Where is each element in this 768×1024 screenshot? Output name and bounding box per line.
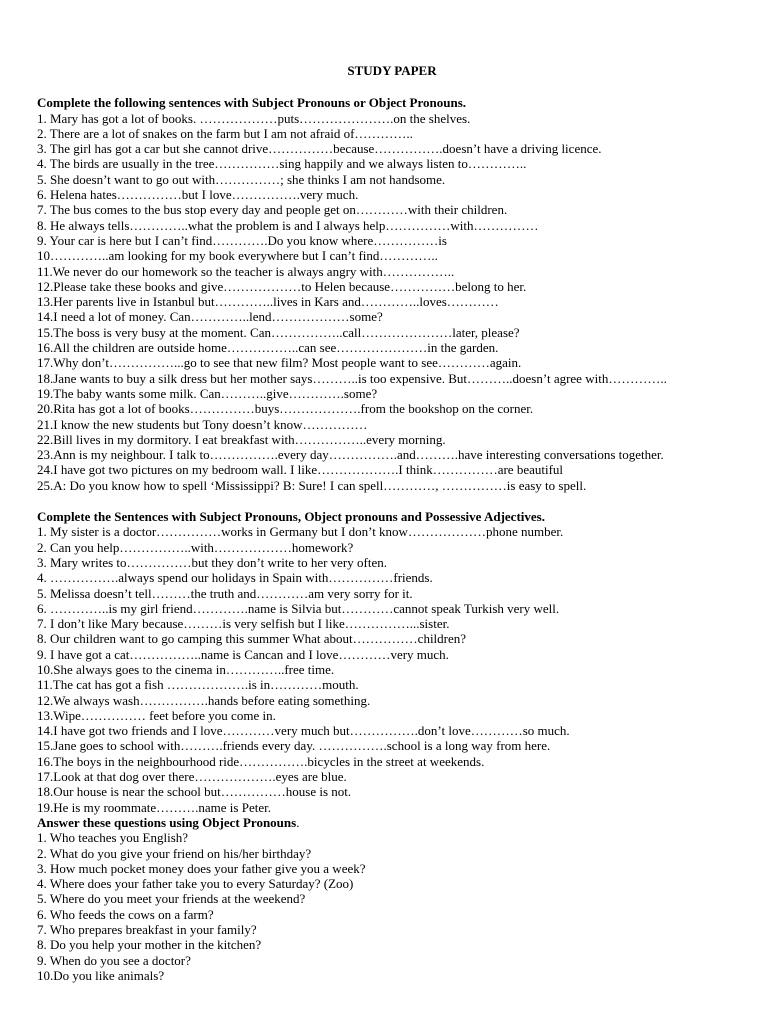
- exercise-item: 21.I know the new students but Tony doesn’t know……………: [37, 416, 368, 432]
- section-answer-questions: [37, 815, 737, 983]
- exercise-item: 9. Your car is here but I can’t find………….Do you know where……………is: [37, 232, 447, 248]
- exercise-item: 19.The baby wants some milk. Can………..give………….some?: [37, 385, 378, 401]
- exercise-item: 7. I don’t like Mary because………is very selfish but I like……………...sister.: [37, 616, 450, 632]
- exercise-item: 16.All the children are outside home……………..can see…………………in the garden.: [37, 340, 499, 356]
- question-item: 5. Where do you meet your friends at the weekend?: [37, 891, 306, 907]
- question-item: 9. When do you see a doctor?: [37, 952, 191, 968]
- exercise-item: 6. Helena hates……………but I love…………….very much.: [37, 187, 359, 203]
- section-heading-line: [37, 815, 737, 830]
- study-paper: [37, 63, 737, 983]
- section-heading: Answer these questions using Object Pronouns: [37, 814, 297, 830]
- question-item: 8. Do you help your mother in the kitchen?: [37, 937, 262, 953]
- exercise-item: 10.She always goes to the cinema in…………..free time.: [37, 661, 335, 677]
- exercise-item: 8. Our children want to go camping this summer What about……………children?: [37, 631, 467, 647]
- exercise-item: 15.The boss is very busy at the moment. Can……………..call…………………later, please?: [37, 324, 520, 340]
- exercise-item: 14.I need a lot of money. Can…………..lend………………some?: [37, 309, 383, 325]
- exercise-item: 11.We never do our homework so the teacher is always angry with……………..: [37, 263, 455, 279]
- exercise-item: 22.Bill lives in my dormitory. I eat breakfast with……………..every morning.: [37, 431, 446, 447]
- exercise-item: 4. The birds are usually in the tree……………sing happily and we always listen to…………..: [37, 156, 527, 172]
- section-pronouns-possessives: [37, 509, 737, 815]
- section-heading: Complete the following sentences with Subject Pronouns or Object Pronouns.: [37, 95, 466, 111]
- exercise-item: 17.Look at that dog over there……………….eyes are blue.: [37, 769, 347, 785]
- question-item: 3. How much pocket money does your father give you a week?: [37, 860, 366, 876]
- page-title: STUDY PAPER: [347, 63, 437, 78]
- heading-suffix: .: [296, 814, 300, 830]
- question-item: 7. Who prepares breakfast in your family?: [37, 922, 257, 938]
- exercise-item: 10…………..am looking for my book everywhere but I can’t find…………..: [37, 248, 438, 264]
- question-item: 2. What do you give your friend on his/her birthday?: [37, 845, 312, 861]
- question-item: 4. Where does your father take you to every Saturday? (Zoo): [37, 876, 354, 892]
- exercise-item: 12.We always wash…………….hands before eating something.: [37, 692, 371, 708]
- exercise-item: 18.Our house is near the school but……………house is not.: [37, 784, 352, 800]
- exercise-item: 18.Jane wants to buy a silk dress but her mother says………..is too expensive. But………..doesn’t agree with…………..: [37, 370, 667, 386]
- exercise-item: 23.Ann is my neighbour. I talk to…………….every day…………….and……….have interesting conversations together.: [37, 447, 664, 463]
- exercise-item: 3. The girl has got a car but she cannot drive……………because…………….doesn’t have a driving licence.: [37, 141, 602, 157]
- exercise-item: 6. …………..is my girl friend………….name is Silvia but…………cannot speak Turkish very well.: [37, 600, 560, 616]
- section-heading: Complete the Sentences with Subject Pronouns, Object pronouns and Possessive Adjectives.: [37, 509, 545, 525]
- exercise-list: [37, 111, 737, 493]
- exercise-item: 7. The bus comes to the bus stop every day and people get on…………with their children.: [37, 202, 508, 218]
- exercise-item: 12.Please take these books and give………………to Helen because……………belong to her.: [37, 278, 527, 294]
- exercise-item: 2. There are a lot of snakes on the farm but I am not afraid of…………..: [37, 125, 413, 141]
- exercise-item: 5. Melissa doesn’t tell………the truth and…………am very sorry for it.: [37, 585, 413, 601]
- question-item: 6. Who feeds the cows on a farm?: [37, 906, 214, 922]
- question-item: 10.Do you like animals?: [37, 967, 165, 983]
- section-subject-object-pronouns: [37, 95, 737, 493]
- question-list: [37, 830, 737, 983]
- exercise-item: 13.Wipe…………… feet before you come in.: [37, 707, 276, 723]
- exercise-item: 11.The cat has got a fish ……………….is in…………mouth.: [37, 677, 359, 693]
- exercise-list: [37, 524, 737, 815]
- question-item: 1. Who teaches you English?: [37, 830, 189, 846]
- exercise-item: 8. He always tells…………..what the problem is and I always help……………with……………: [37, 217, 539, 233]
- exercise-item: 24.I have got two pictures on my bedroom wall. I like……………….I think……………are beautiful: [37, 462, 564, 478]
- exercise-item: 5. She doesn’t want to go out with……………; she thinks I am not handsome.: [37, 171, 446, 187]
- exercise-item: 20.Rita has got a lot of books……………buys……………….from the bookshop on the corner.: [37, 401, 534, 417]
- exercise-item: 15.Jane goes to school with……….friends every day. …………….school is a long way from here.: [37, 738, 551, 754]
- exercise-item: 1. Mary has got a lot of books. ………………puts………………….on the shelves.: [37, 110, 471, 126]
- exercise-item: 25.A: Do you know how to spell ‘Mississippi? B: Sure! I can spell…………, ……………is easy to spell.: [37, 477, 587, 493]
- exercise-item: 2. Can you help……………..with………………homework?: [37, 539, 354, 555]
- exercise-item: 17.Why don’t……………...go to see that new film? Most people want to see…………again.: [37, 355, 522, 371]
- exercise-item: 3. Mary writes to……………but they don’t write to her very often.: [37, 554, 387, 570]
- exercise-item: 1. My sister is a doctor……………works in Germany but I don’t know………………phone number.: [37, 524, 564, 540]
- exercise-item: 13.Her parents live in Istanbul but…………..lives in Kars and…………..loves…………: [37, 294, 499, 310]
- exercise-item: 9. I have got a cat……………..name is Cancan and I love…………very much.: [37, 646, 449, 662]
- exercise-item: 4. …………….always spend our holidays in Spain with……………friends.: [37, 570, 433, 586]
- exercise-item: 16.The boys in the neighbourhood ride…………….bicycles in the street at weekends.: [37, 753, 485, 769]
- exercise-item: 14.I have got two friends and I love…………very much but…………….don’t love…………so much.: [37, 723, 570, 739]
- exercise-item: 19.He is my roommate……….name is Peter.: [37, 799, 271, 815]
